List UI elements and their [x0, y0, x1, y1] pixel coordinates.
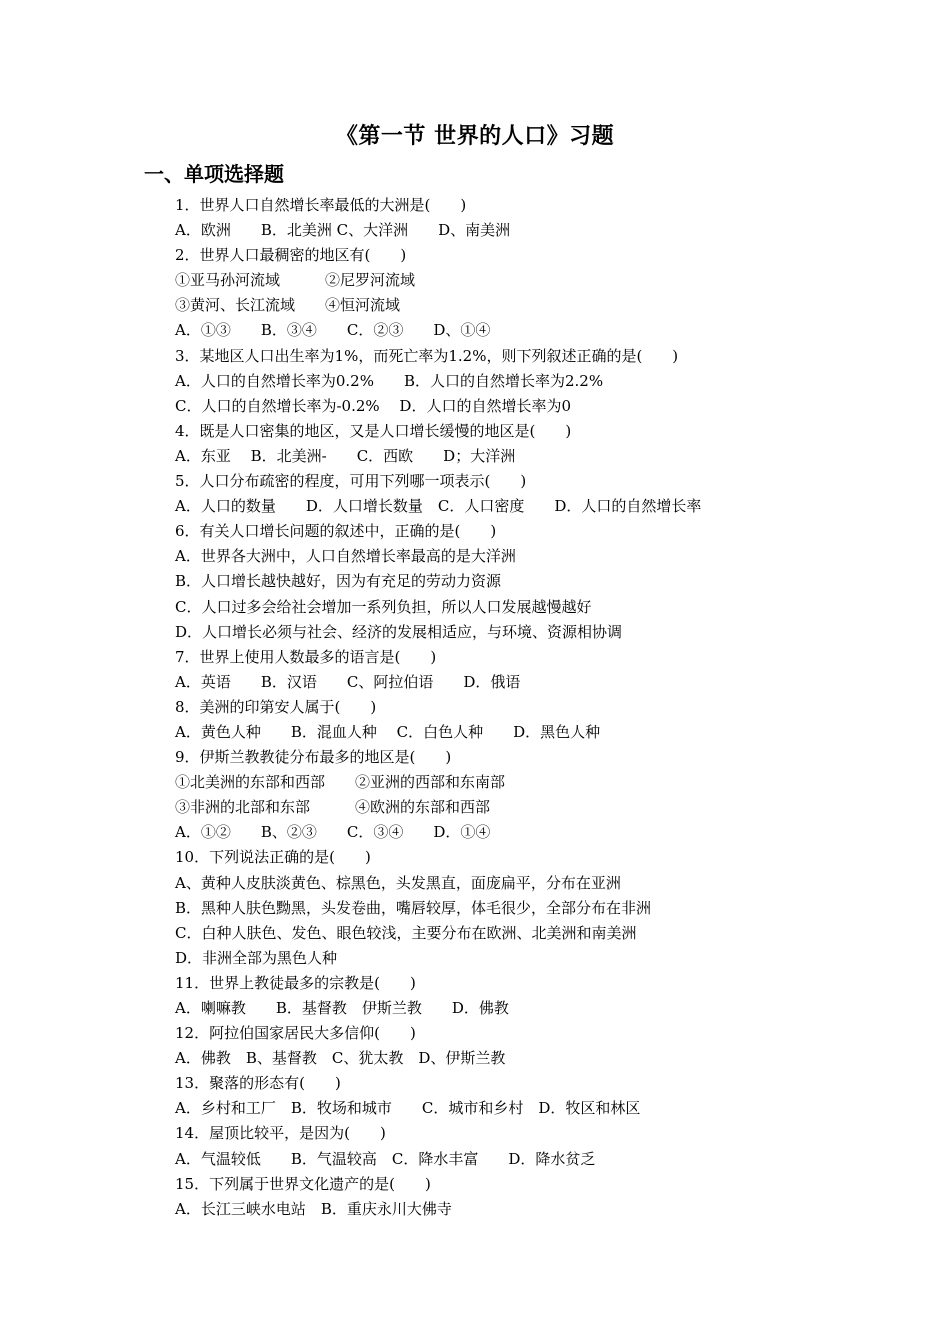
- answer-options: D．人口增长必须与社会、经济的发展相适应，与环境、资源相协调: [175, 622, 623, 641]
- question-line: 15．下列属于世界文化遗产的是( ): [175, 1174, 431, 1193]
- answer-options: A．东亚 B．北美洲- C．西欧 D；大洋洲: [175, 446, 516, 465]
- answer-options: A．①③ B．③④ C．②③ D、①④: [175, 321, 491, 340]
- answer-options: C．人口过多会给社会增加一系列负担，所以人口发展越慢越好: [175, 597, 592, 616]
- answer-options: B．黑种人肤色黝黑，头发卷曲，嘴唇较厚，体毛很少，全部分布在非洲: [175, 898, 652, 917]
- question-line: 7．世界上使用人数最多的语言是( ): [175, 647, 437, 666]
- section-heading: 一、单项选择题: [144, 162, 284, 186]
- question-line: 14．屋顶比较平，是因为( ): [175, 1124, 386, 1143]
- page-title: 《第一节 世界的人口》习题: [335, 124, 615, 149]
- answer-options: C．白种人肤色、发色、眼色较浅，主要分布在欧洲、北美洲和南美洲: [175, 923, 637, 942]
- answer-options: D．非洲全部为黑色人种: [175, 948, 338, 967]
- answer-options: A、黄种人皮肤淡黄色、棕黑色，头发黑直，面庞扁平，分布在亚洲: [175, 873, 621, 892]
- answer-options: A．人口的数量 D．人口增长数量 C．人口密度 D．人口的自然增长率: [175, 497, 702, 516]
- answer-options: A．世界各大洲中，人口自然增长率最高的是大洋洲: [175, 547, 516, 566]
- question-line: 11．世界上教徒最多的宗教是( ): [175, 973, 416, 992]
- answer-options: A．长江三峡水电站 B．重庆永川大佛寺: [175, 1199, 452, 1218]
- question-list: [175, 193, 875, 1222]
- answer-options: C．人口的自然增长率为-0.2% D．人口的自然增长率为0: [175, 396, 571, 415]
- answer-options: A．乡村和工厂 B．牧场和城市 C．城市和乡村 D．牧区和林区: [175, 1099, 641, 1118]
- answer-options: A．人口的自然增长率为0.2% B．人口的自然增长率为2.2%: [175, 371, 604, 390]
- answer-options: B．人口增长越快越好，因为有充足的劳动力资源: [175, 572, 502, 591]
- question-line: 10．下列说法正确的是( ): [175, 848, 371, 867]
- question-line: 1．世界人口自然增长率最低的大洲是( ): [175, 196, 467, 214]
- answer-options: ③非洲的北部和东部 ④欧洲的东部和西部: [175, 798, 491, 817]
- answer-options: A．黄色人种 B．混血人种 C．白色人种 D．黑色人种: [175, 722, 601, 741]
- question-line: 13．聚落的形态有( ): [175, 1074, 341, 1093]
- question-line: 6．有关人口增长问题的叙述中，正确的是( ): [175, 522, 497, 541]
- answer-options: A．欧洲 B．北美洲 C、大洋洲 D、南美洲: [175, 221, 511, 240]
- question-line: 4．既是人口密集的地区，又是人口增长缓慢的地区是( ): [175, 421, 572, 440]
- answer-options: ①北美洲的东部和西部 ②亚洲的西部和东南部: [175, 773, 506, 792]
- answer-options: A．英语 B．汉语 C、阿拉伯语 D．俄语: [175, 672, 521, 691]
- answer-options: A．①② B、②③ C．③④ D．①④: [175, 823, 491, 842]
- answer-options: A．喇嘛教 B．基督教 伊斯兰教 D．佛教: [175, 999, 509, 1017]
- question-line: 2．世界人口最稠密的地区有( ): [175, 246, 407, 265]
- question-line: 5．人口分布疏密的程度，可用下列哪一项表示( ): [175, 472, 527, 491]
- answer-options: A．佛教 B、基督教 C、犹太教 D、伊斯兰教: [175, 1049, 506, 1068]
- answer-options: ③黄河、长江流域 ④恒河流域: [175, 296, 401, 315]
- answer-options: ①亚马孙河流域 ②尼罗河流域: [175, 271, 416, 290]
- question-line: 9．伊斯兰教教徒分布最多的地区是( ): [175, 748, 452, 767]
- answer-options: A．气温较低 B．气温较高 C．降水丰富 D．降水贫乏: [175, 1149, 596, 1168]
- question-line: 12．阿拉伯国家居民大多信仰( ): [175, 1024, 416, 1043]
- question-line: 3．某地区人口出生率为1%，而死亡率为1.2%，则下列叙述正确的是( ): [175, 346, 679, 365]
- question-line: 8．美洲的印第安人属于( ): [175, 697, 377, 716]
